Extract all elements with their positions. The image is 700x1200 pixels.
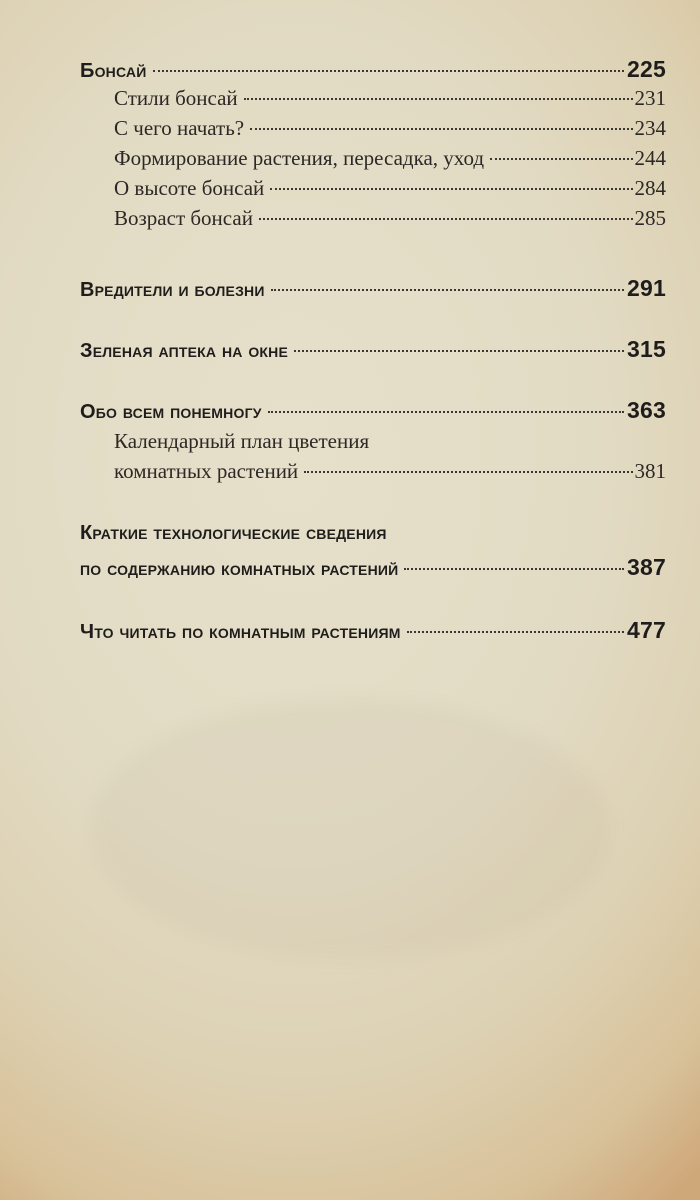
toc-page-number: 231 [634, 86, 666, 110]
toc-subentry-title: Возраст бонсай [114, 206, 253, 230]
dot-leader [271, 289, 624, 291]
toc-section-misc [80, 397, 666, 489]
dot-leader [404, 568, 624, 570]
dot-leader [244, 98, 633, 100]
toc-entry-line[interactable] [80, 522, 666, 552]
toc-entry-title: Обо всем понемногу [80, 401, 262, 423]
toc-entry-title: Бонсай [80, 60, 147, 82]
toc-subentry-title: Формирование растения, пересадка, уход [114, 146, 485, 170]
toc-entry-pharmacy[interactable] [80, 336, 666, 365]
toc-section-pharmacy [80, 336, 666, 365]
dot-leader [250, 128, 632, 130]
toc-entry-bonsai[interactable] [80, 56, 666, 85]
toc-page-number: 284 [634, 176, 666, 200]
toc-subentry[interactable] [80, 116, 666, 146]
dot-leader [259, 218, 633, 220]
toc-subentry[interactable] [80, 206, 666, 236]
bleed-through-shadow [90, 700, 610, 960]
toc-entry-pests[interactable] [80, 275, 666, 304]
toc-page-number: 234 [634, 116, 666, 140]
toc-subentry[interactable] [80, 146, 666, 176]
toc-page-number: 315 [627, 336, 666, 362]
dot-leader [304, 471, 632, 473]
toc-entry-title: Краткие технологические сведения [80, 522, 387, 544]
toc-page-number: 363 [627, 397, 666, 423]
toc-entry-title: Что читать по комнатным растениям [80, 621, 401, 643]
dot-leader [407, 631, 624, 633]
toc-section-reading [80, 617, 666, 646]
toc-page-number: 477 [627, 617, 666, 643]
toc-subentry-title: С чего начать? [114, 116, 245, 140]
toc-entry-tech[interactable] [80, 554, 666, 583]
dot-leader [490, 158, 632, 160]
toc-entry-reading[interactable] [80, 617, 666, 646]
toc-section-bonsai [80, 56, 666, 236]
toc-entry-title: Вредители и болезни [80, 279, 265, 301]
toc-subentry-title: комнатных растений [114, 459, 299, 483]
toc-page-number: 387 [627, 554, 666, 580]
toc-subentry-line[interactable] [80, 429, 666, 459]
toc-subentry[interactable] [80, 459, 666, 489]
toc-page-number: 225 [627, 56, 666, 82]
toc-subentry-title: О высоте бонсай [114, 176, 265, 200]
toc-page-number: 285 [634, 206, 666, 230]
toc-subentry[interactable] [80, 86, 666, 116]
toc-page-number: 381 [634, 459, 666, 483]
toc-page-number: 291 [627, 275, 666, 301]
toc-entry-title: по содержанию комнатных растений [80, 558, 399, 580]
dot-leader [294, 350, 624, 352]
dot-leader [153, 70, 625, 72]
toc-page-number: 244 [634, 146, 666, 170]
toc-entry-title: Зеленая аптека на окне [80, 340, 289, 362]
toc-subentry-title: Календарный план цветения [114, 429, 370, 453]
toc-subentry-title: Стили бонсай [114, 86, 238, 110]
dot-leader [270, 188, 632, 190]
toc-section-tech [80, 522, 666, 583]
toc-section-pests [80, 275, 666, 304]
dot-leader [268, 411, 624, 413]
toc-subentry[interactable] [80, 176, 666, 206]
toc-entry-misc[interactable] [80, 397, 666, 426]
